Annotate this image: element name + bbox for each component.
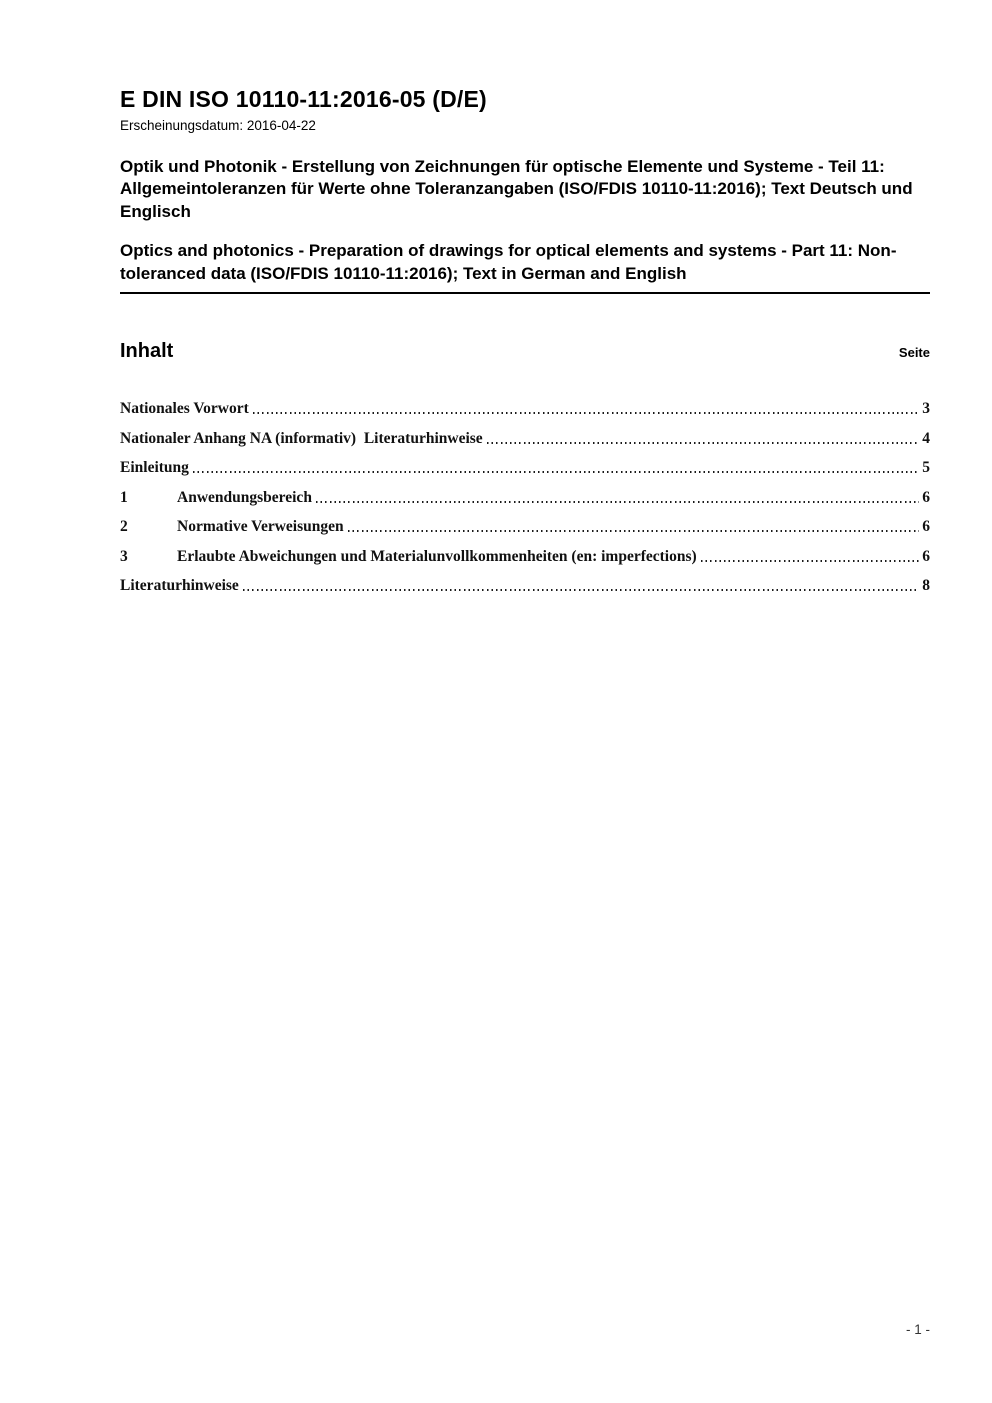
- toc-entry-page: 5: [922, 459, 930, 477]
- toc-entry-label: Normative Verweisungen: [177, 518, 344, 536]
- toc-entry[interactable]: [120, 400, 930, 418]
- toc-entry-label: Nationaler Anhang NA (informativ) Literaturhinweise: [120, 429, 483, 447]
- toc-entry-page: 6: [922, 518, 930, 536]
- toc-leader-dots: [487, 442, 920, 444]
- toc-leader-dots: [316, 501, 919, 503]
- toc-entry-label: Anwendungsbereich: [177, 488, 312, 506]
- toc-entry[interactable]: [120, 430, 930, 448]
- toc-entry-number: 1: [120, 488, 128, 506]
- toc-entry-label: Einleitung: [120, 459, 189, 477]
- toc-entry-label: Nationales Vorwort: [120, 400, 249, 418]
- toc-entry[interactable]: [120, 577, 930, 595]
- toc-entry-page: 6: [922, 488, 930, 506]
- page-content: [120, 86, 930, 607]
- toc-entry-number: 3: [120, 547, 128, 565]
- page-title: E DIN ISO 10110-11:2016-05 (D/E): [120, 86, 487, 112]
- toc-leader-dots: [193, 471, 919, 473]
- toc-entry-label: Literaturhinweise: [120, 577, 239, 595]
- toc-leader-dots: [243, 589, 919, 591]
- toc-entry[interactable]: [120, 548, 930, 566]
- toc-entry-page: 4: [922, 429, 930, 447]
- toc-entry[interactable]: [120, 489, 930, 507]
- toc-header: [120, 340, 930, 363]
- toc-entry[interactable]: [120, 518, 930, 536]
- toc-page-column-label: Seite: [898, 345, 930, 361]
- toc-list: [120, 400, 930, 595]
- footer-page-number: - 1 -: [905, 1322, 930, 1337]
- publication-date: Erscheinungsdatum: 2016-04-22: [120, 118, 316, 133]
- toc-leader-dots: [253, 412, 920, 414]
- toc-leader-dots: [701, 560, 920, 562]
- toc-heading: Inhalt: [120, 340, 174, 363]
- toc-entry-label: Erlaubte Abweichungen und Materialunvollkommenheiten (en: imperfections): [177, 547, 697, 565]
- toc-entry-number: 2: [120, 518, 128, 536]
- document-title-english: Optics and photonics - Preparation of drawings for optical elements and systems - Part 11: Non-toleranced data (ISO/FDIS 10110-11:2016); Text in German and English: [120, 240, 930, 294]
- toc-entry-page: 6: [922, 547, 930, 565]
- document-title-german: Optik und Photonik - Erstellung von Zeichnungen für optische Elemente und Systeme - Teil 11: Allgemeintoleranzen für Werte ohne Toleranzangaben (ISO/FDIS 10110-11:2016); Text Deutsch und Englisch: [120, 157, 913, 221]
- toc-entry[interactable]: [120, 459, 930, 477]
- toc-entry-page: 3: [922, 400, 930, 418]
- toc-leader-dots: [348, 530, 920, 532]
- toc-entry-page: 8: [922, 577, 930, 595]
